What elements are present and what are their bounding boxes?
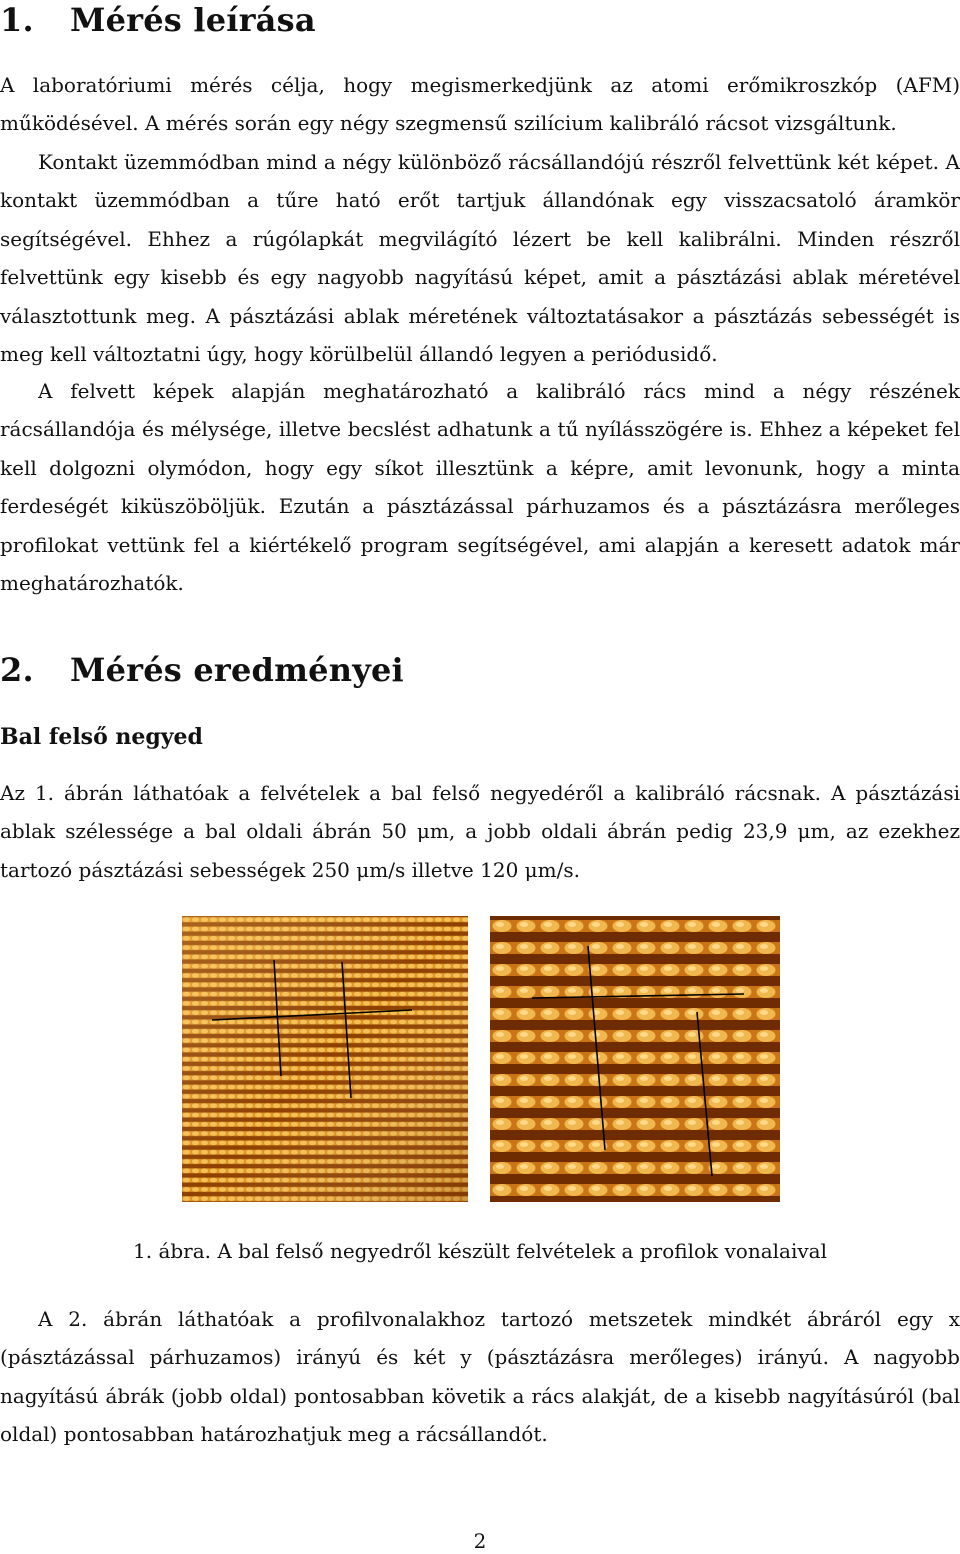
afm-image-left-graphic: [182, 916, 468, 1202]
section-1-paragraph-2: Kontakt üzemmódban mind a négy különböző rácsállandójú részről felvettünk két képet. A kontakt üzemmódban a tűre ható erőt tartjuk állandónak egy visszacsatoló áramkör segítségével. Ehhez a rúgólapkát megvilágító lézert be kell kalibrálni. Minden részről felvettünk egy kisebb és egy nagyobb nagyítású képet, amit a pásztázási ablak méretével választottunk meg. A pásztázási ablak méretének változtatásakor a pásztázás sebességét is meg kell változtatni úgy, hogy körülbelül állandó legyen a periódusidő.: [0, 150, 960, 367]
after-figure-paragraph: A 2. ábrán láthatóak a profilvonalakhoz tartozó metszetek mindkét ábráról egy x (pásztázással párhuzamos) irányú és két y (pásztázásra merőleges) irányú. A nagyobb nagyítású ábrák (jobb oldal) pontosabban követik a rács alakját, de a kisebb nagyításúról (bal oldal) pontosabban határozhatjuk meg a rácsállandót.: [0, 1307, 960, 1447]
section-2-number: 2.: [0, 651, 34, 689]
subsection-paragraph-1: Az 1. ábrán láthatóak a felvételek a bal felső negyedéről a kalibráló rácsnak. A pásztázási ablak szélessége a bal oldali ábrán 50 μm, a jobb oldali ábrán pedig 23,9 μm, az ezekhez tartozó pásztázási sebességek 250 μm/s illetve 120 μm/s.: [0, 781, 960, 882]
section-1-paragraph-1: A laboratóriumi mérés célja, hogy megismerkedjünk az atomi erőmikroszkóp (AFM) működésével. A mérés során egy négy szegmensű szilícium kalibráló rácsot vizsgáltunk.: [0, 73, 960, 136]
section-2-title: Mérés eredményei: [70, 651, 404, 689]
section-1-heading: [0, 0, 316, 40]
section-2-heading: [0, 650, 404, 690]
afm-image-left: [182, 916, 468, 1202]
page-number: 2: [473, 1529, 487, 1553]
subsection-heading: Bal felső negyed: [0, 724, 203, 750]
figure-caption: 1. ábra. A bal felső negyedről készült felvételek a profilok vonalaival: [133, 1239, 827, 1263]
afm-right-grating: [490, 916, 780, 1202]
afm-image-right-graphic: [490, 916, 780, 1202]
section-1-title: Mérés leírása: [70, 1, 316, 39]
section-1-number: 1.: [0, 1, 34, 39]
afm-image-right: [490, 916, 780, 1202]
section-1-paragraph-3: A felvett képek alapján meghatározható a kalibráló rács mind a négy részének rácsállandója és mélysége, illetve becslést adhatunk a tű nyílásszögére is. Ehhez a képeket fel kell dolgozni olymódon, hogy egy síkot illesztünk a képre, amit levonunk, hogy a minta ferdeségét kiküszöböljük. Ezután a pásztázással párhuzamos és a pásztázásra merőleges profilokat vettünk fel a kiértékelő program segítségével, ami alapján a keresett adatok már meghatározhatók.: [0, 379, 960, 596]
